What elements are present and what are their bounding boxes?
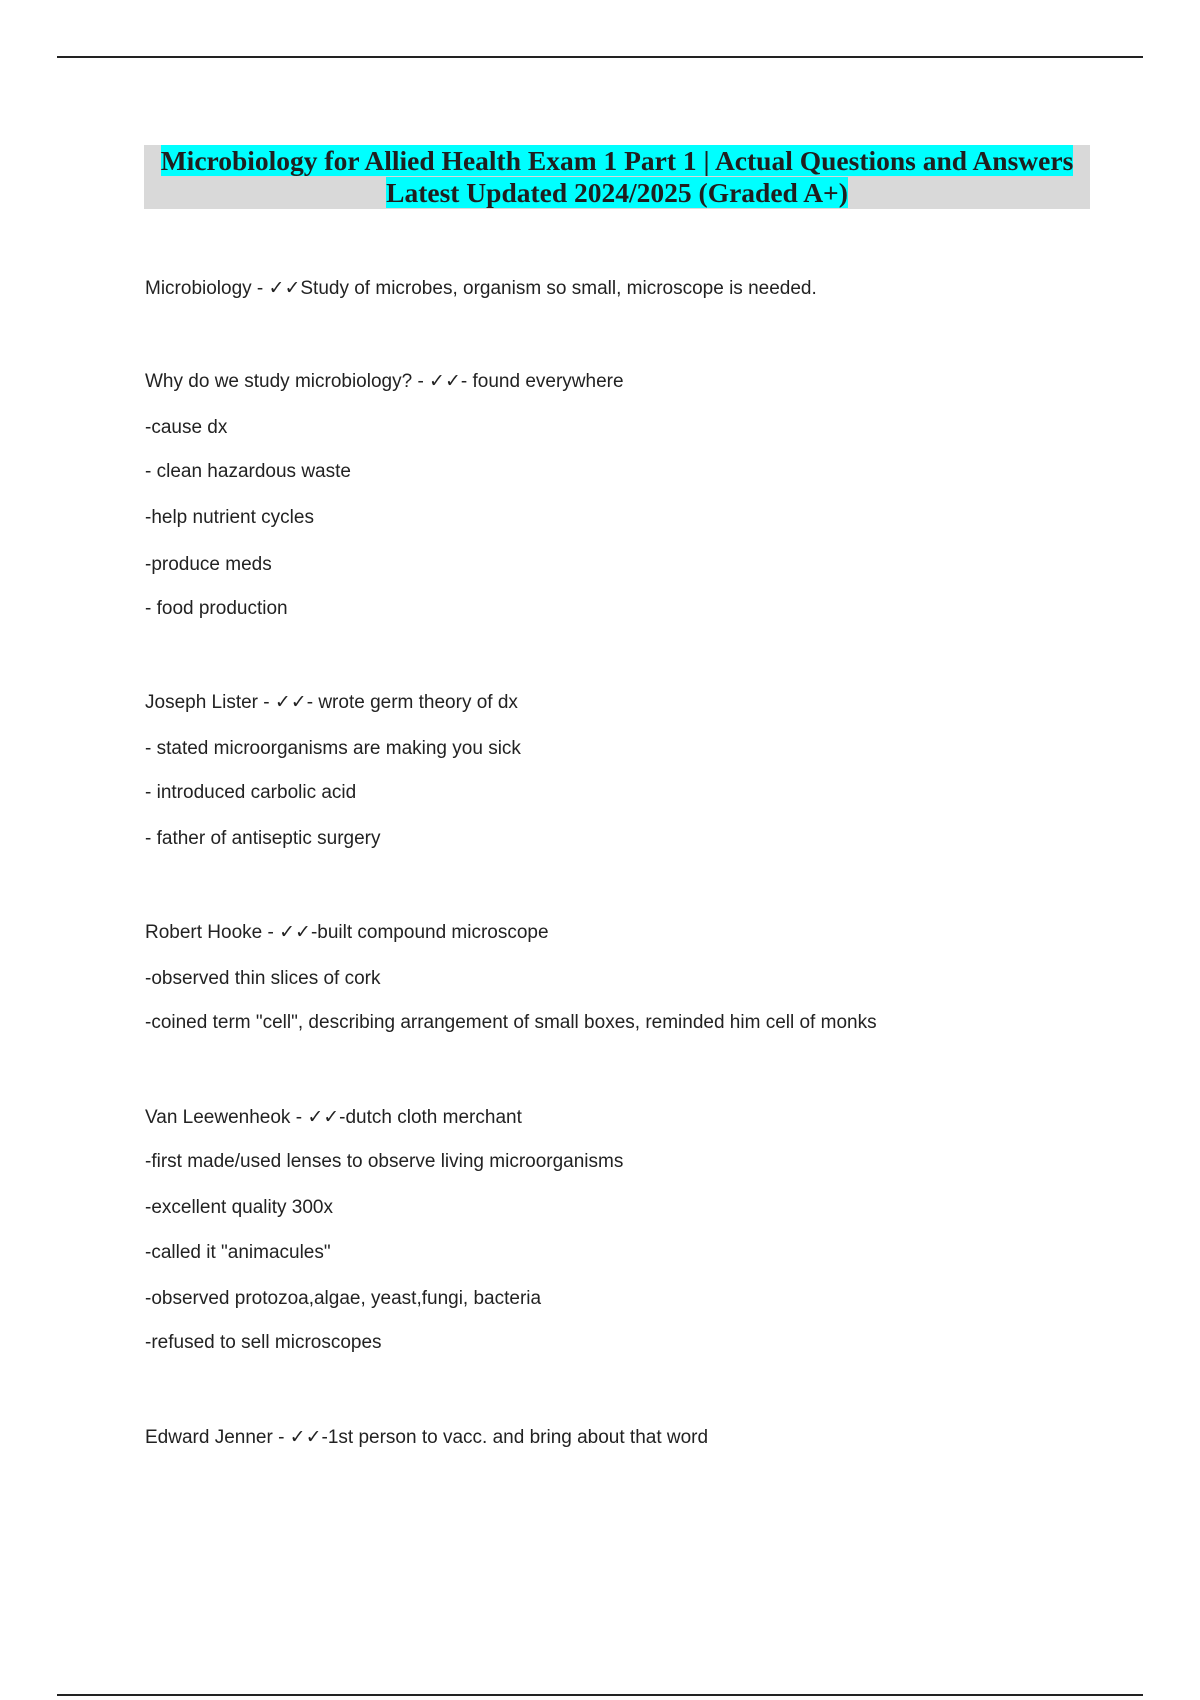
list-item: -coined term "cell", describing arrangement of small boxes, reminded him cell of monks (145, 1012, 877, 1033)
list-item: - food production (145, 598, 288, 619)
list-item: -refused to sell microscopes (145, 1332, 382, 1353)
entry-why-study: Why do we study microbiology? - ✓✓- found everywhere (145, 371, 624, 392)
entry-edward-jenner: Edward Jenner - ✓✓-1st person to vacc. and bring about that word (145, 1427, 709, 1448)
list-item: -produce meds (145, 554, 272, 575)
list-item: - clean hazardous waste (145, 461, 351, 482)
list-item: -help nutrient cycles (145, 507, 314, 528)
list-item: -observed protozoa,algae, yeast,fungi, bacteria (145, 1288, 542, 1309)
list-item: -first made/used lenses to observe living microorganisms (145, 1151, 624, 1172)
list-item: - father of antiseptic surgery (145, 828, 381, 849)
top-rule (57, 56, 1143, 58)
document-title (144, 145, 1090, 209)
title-line-1: Microbiology for Allied Health Exam 1 Part 1 | Actual Questions and Answers (160, 145, 1074, 176)
entry-microbiology: Microbiology - ✓✓Study of microbes, organism so small, microscope is needed. (145, 278, 817, 299)
list-item: - introduced carbolic acid (145, 782, 357, 803)
list-item: -excellent quality 300x (145, 1197, 333, 1218)
list-item: -called it "animacules" (145, 1242, 331, 1263)
title-line-2: Latest Updated 2024/2025 (Graded A+) (386, 177, 848, 208)
entry-joseph-lister: Joseph Lister - ✓✓- wrote germ theory of dx (145, 692, 518, 713)
list-item: -cause dx (145, 417, 228, 438)
list-item: -observed thin slices of cork (145, 968, 381, 989)
entry-van-leewenheok: Van Leewenheok - ✓✓-dutch cloth merchant (145, 1107, 522, 1128)
bottom-rule (57, 1694, 1143, 1696)
list-item: - stated microorganisms are making you sick (145, 738, 521, 759)
entry-robert-hooke: Robert Hooke - ✓✓-built compound microscope (145, 922, 549, 943)
